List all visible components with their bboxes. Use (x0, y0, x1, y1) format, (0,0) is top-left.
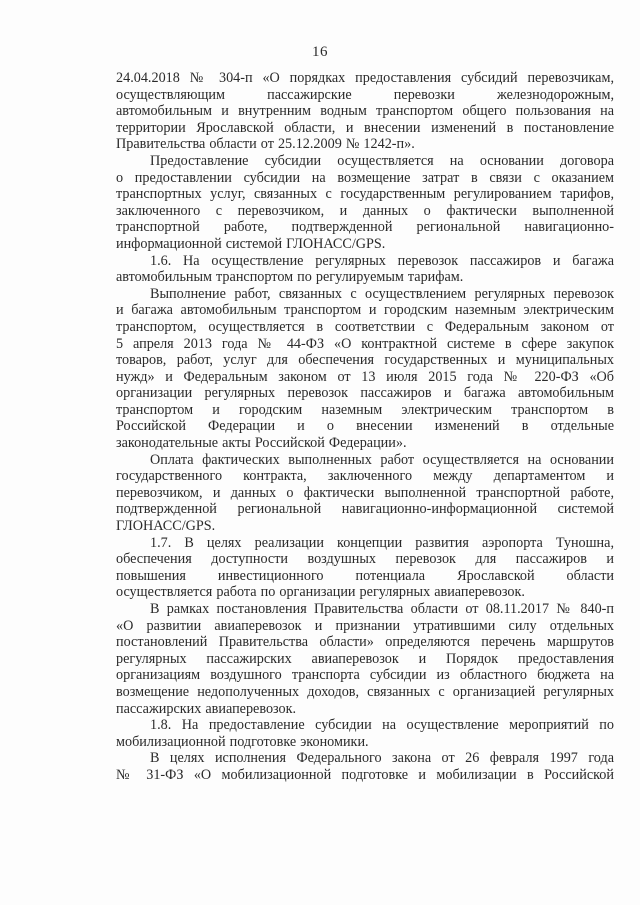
paragraph (116, 70, 614, 153)
paragraph-line: информационной системой ГЛОНАСС/GPS. (116, 235, 386, 252)
paragraph-line: Российской Федерации и о внесении изменений в отдельные (116, 418, 614, 435)
document-body (116, 70, 614, 784)
paragraph-line: автомобильным и внутренним водным транспортом общего пользования на (116, 103, 614, 120)
paragraph-line: автомобильным транспортом по регулируемым тарифам. (116, 269, 464, 286)
paragraph-line: территории Ярославской области, и внесении изменений в постановление (116, 119, 614, 136)
paragraph-line: организации регулярных перевозок пассажиров и багажа автомобильным (116, 385, 614, 402)
paragraph-line: возмещение недополученных доходов, связанных с организацией регулярных (116, 683, 614, 700)
paragraph-line: Выполнение работ, связанных с осуществлением регулярных перевозок (150, 285, 614, 302)
paragraph (116, 717, 614, 750)
paragraph-line: постановлений Правительства области» определяются перечень маршрутов (116, 634, 614, 651)
paragraph-line: Правительства области от 25.12.2009 № 1242-п». (116, 136, 415, 153)
paragraph-line: организациям воздушного транспорта субсидии из областного бюджета на (116, 667, 614, 684)
paragraph-line: мобилизационной подготовке экономики. (116, 733, 369, 750)
page-number: 16 (312, 44, 328, 60)
paragraph-line: транспортных услуг, связанных с государственным регулированием тарифов, (116, 186, 614, 203)
paragraph (116, 452, 614, 535)
paragraph-line: повышения инвестиционного потенциала Ярославской области (116, 567, 614, 584)
paragraph (116, 286, 614, 452)
paragraph-line: 1.7. В целях реализации концепции развития аэропорта Туношна, (150, 534, 614, 551)
paragraph-line: ГЛОНАСС/GPS. (116, 518, 216, 535)
paragraph-line: В рамках постановления Правительства области от 08.11.2017 № 840-п (150, 601, 614, 617)
paragraph-line: транспортом и городским наземным электрическим транспортом в (116, 401, 614, 418)
paragraph-line: транспортной работе, подтвержденной региональной навигационно- (116, 219, 614, 236)
paragraph-line: обеспечения доступности воздушных перевозок для пассажиров и (116, 551, 614, 568)
paragraph (116, 535, 614, 601)
paragraph-line: 24.04.2018 № 304-п «О порядках предоставления субсидий перевозчикам, (116, 70, 614, 86)
paragraph-line: 1.6. На осуществление регулярных перевозок пассажиров и багажа (150, 252, 614, 269)
paragraph (116, 750, 614, 783)
paragraph-line: осуществляющим пассажирские перевозки железнодорожным, (116, 86, 614, 103)
paragraph-line: осуществляется работа по организации регулярных авиаперевозок. (116, 584, 525, 601)
paragraph-line: подтвержденной региональной навигационно-информационной системой (116, 501, 614, 518)
paragraph-line: транспортом, осуществляется в соответствии с Федеральным законом от (116, 318, 614, 335)
paragraph-line: регулярных пассажирских авиаперевозок и Порядок предоставления (116, 650, 614, 667)
paragraph-line: Предоставление субсидии осуществляется на основании договора (150, 152, 614, 169)
paragraph-line: нужд» и Федеральным законом от 13 июля 2015 года № 220-ФЗ «Об (116, 368, 614, 385)
paragraph-line: В целях исполнения Федерального закона от 26 февраля 1997 года (150, 750, 614, 767)
paragraph-line: о предоставлении субсидии на возмещение затрат в связи с оказанием (116, 169, 614, 186)
paragraph-line: Оплата фактических выполненных работ осуществляется на основании (150, 451, 614, 468)
paragraph-line: перевозчиком, и данных о фактически выполненной транспортной работе, (116, 484, 614, 501)
paragraph-line: законодательные акты Российской Федерации». (116, 435, 407, 452)
paragraph-line: пассажирских авиаперевозок. (116, 700, 297, 717)
paragraph (116, 601, 614, 717)
paragraph-line: 1.8. На предоставление субсидии на осуществление мероприятий по (150, 717, 614, 734)
paragraph (116, 153, 614, 253)
paragraph-line: № 31-ФЗ «О мобилизационной подготовке и мобилизации в Российской (116, 766, 614, 783)
paragraph-line: товаров, работ, услуг для обеспечения государственных и муниципальных (116, 352, 614, 369)
paragraph-line: и багажа автомобильным транспортом и городским наземным электрическим (116, 302, 614, 319)
paragraph-line: 5 апреля 2013 года № 44-ФЗ «О контрактной системе в сфере закупок (116, 335, 614, 352)
paragraph (116, 253, 614, 286)
paragraph-line: заключенного с перевозчиком, и данных о фактически выполненной (116, 202, 614, 219)
paragraph-line: государственного контракта, заключенного между департаментом и (116, 468, 614, 485)
paragraph-line: «О развитии авиаперевозок и признании утратившими силу отдельных (116, 617, 614, 634)
